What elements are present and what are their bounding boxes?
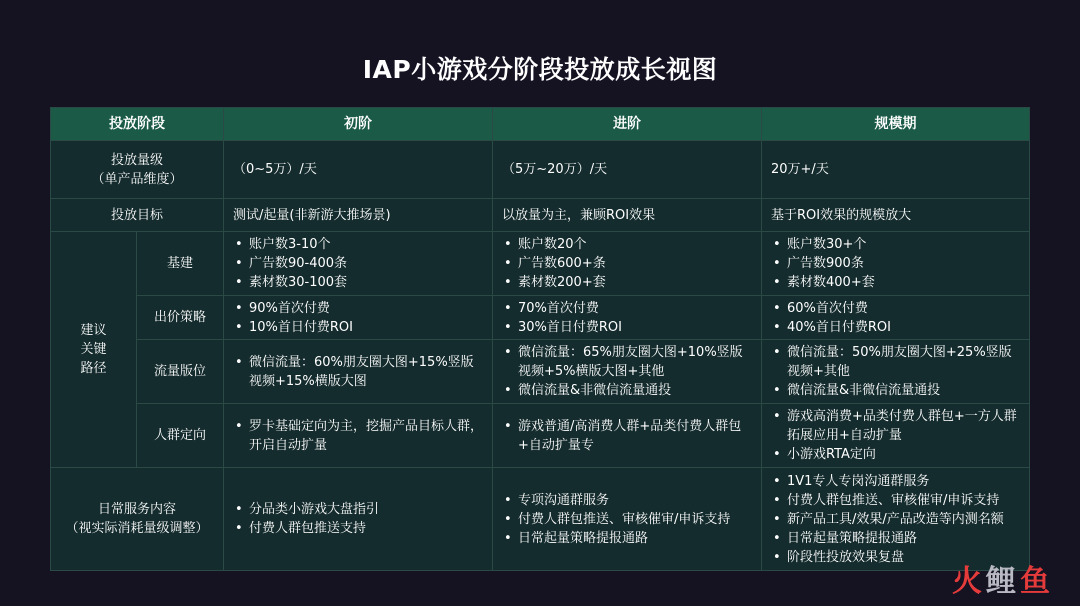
list-item: • 微信流量&非微信流量通投 bbox=[787, 381, 1020, 400]
cell-service-advanced bbox=[493, 468, 762, 571]
list-item: • 付费人群包推送、审核催审/申诉支持 bbox=[518, 510, 752, 529]
cell-placement-beginner bbox=[224, 340, 493, 404]
cell-goal-beginner: 测试/起量(非新游大推场景) bbox=[224, 199, 493, 232]
bullet-list bbox=[502, 235, 752, 292]
watermark-logo bbox=[952, 556, 1054, 600]
list-item: • 账户数3-10个 bbox=[249, 235, 483, 254]
header-advanced: 进阶 bbox=[493, 108, 762, 141]
list-item: • 90%首次付费 bbox=[249, 299, 483, 318]
list-item: • 广告数900条 bbox=[787, 254, 1020, 273]
cell-infra-scale bbox=[762, 232, 1030, 296]
list-item: • 分品类小游戏大盘指引 bbox=[249, 500, 483, 519]
watermark-char: 鱼 bbox=[1020, 564, 1054, 599]
list-item: • 微信流量：65%朋友圈大图+10%竖版视频+5%横版大图+其他 bbox=[518, 343, 752, 381]
list-item: • 微信流量&非微信流量通投 bbox=[518, 381, 752, 400]
list-item: • 素材数400+套 bbox=[787, 273, 1020, 292]
group-label-line: 路径 bbox=[80, 361, 107, 376]
list-item: • 30%首日付费ROI bbox=[518, 318, 752, 337]
row-label-level bbox=[51, 141, 224, 199]
list-item: • 微信流量：60%朋友圈大图+15%竖版视频+15%横版大图 bbox=[249, 353, 483, 391]
watermark-char: 火 bbox=[952, 564, 986, 599]
group-label-line: 建议 bbox=[80, 323, 107, 338]
row-label-goal: 投放目标 bbox=[51, 199, 224, 232]
list-item: • 账户数30+个 bbox=[787, 235, 1020, 254]
bullet-list bbox=[502, 343, 752, 400]
bullet-list bbox=[771, 343, 1020, 400]
row-targeting bbox=[51, 404, 1030, 468]
cell-infra-beginner bbox=[224, 232, 493, 296]
row-infra bbox=[51, 232, 1030, 296]
row-label-line: 日常服务内容 bbox=[97, 502, 176, 517]
row-label-targeting: 人群定向 bbox=[137, 404, 224, 468]
cell-goal-scale: 基于ROI效果的规模放大 bbox=[762, 199, 1030, 232]
cell-bid-scale bbox=[762, 296, 1030, 340]
row-label-placement: 流量版位 bbox=[137, 340, 224, 404]
cell-service-beginner bbox=[224, 468, 493, 571]
list-item: • 微信流量：50%朋友圈大图+25%竖版视频+其他 bbox=[787, 343, 1020, 381]
cell-targeting-beginner bbox=[224, 404, 493, 468]
list-item: • 素材数30-100套 bbox=[249, 273, 483, 292]
list-item: • 40%首日付费ROI bbox=[787, 318, 1020, 337]
header-scale: 规模期 bbox=[762, 108, 1030, 141]
bullet-list bbox=[502, 491, 752, 548]
row-goal bbox=[51, 199, 1030, 232]
list-item: • 素材数200+套 bbox=[518, 273, 752, 292]
list-item: • 日常起量策略提报通路 bbox=[518, 529, 752, 548]
list-item: • 70%首次付费 bbox=[518, 299, 752, 318]
group-label-key-path bbox=[51, 232, 137, 468]
header-beginner: 初阶 bbox=[224, 108, 493, 141]
list-item: • 付费人群包推送支持 bbox=[249, 519, 483, 538]
list-item: • 账户数20个 bbox=[518, 235, 752, 254]
row-label-line: （视实际消耗量级调整） bbox=[65, 521, 209, 536]
list-item: • 广告数90-400条 bbox=[249, 254, 483, 273]
bullet-list bbox=[233, 500, 483, 538]
bullet-list bbox=[502, 299, 752, 337]
bullet-list bbox=[771, 235, 1020, 292]
bullet-list bbox=[771, 472, 1020, 567]
list-item: • 专项沟通群服务 bbox=[518, 491, 752, 510]
bullet-list bbox=[771, 299, 1020, 337]
table-header-row bbox=[51, 108, 1030, 141]
row-placement bbox=[51, 340, 1030, 404]
bullet-list bbox=[233, 417, 483, 455]
group-label-line: 关键 bbox=[80, 342, 107, 357]
cell-level-beginner: （0~5万）/天 bbox=[224, 141, 493, 199]
row-label-infra: 基建 bbox=[137, 232, 224, 296]
row-label-line: （单产品维度） bbox=[91, 171, 183, 187]
list-item: • 阶段性投放效果复盘 bbox=[787, 548, 1020, 567]
row-label-bid: 出价策略 bbox=[137, 296, 224, 340]
page-title: IAP小游戏分阶段投放成长视图 bbox=[362, 55, 718, 84]
row-label-service bbox=[51, 468, 224, 571]
list-item: • 游戏高消费+品类付费人群包+一方人群拓展应用+自动扩量 bbox=[787, 407, 1020, 445]
list-item: • 新产品工具/效果/产品改造等内测名额 bbox=[787, 510, 1020, 529]
list-item: • 广告数600+条 bbox=[518, 254, 752, 273]
row-label-line: 投放量级 bbox=[110, 152, 163, 168]
cell-targeting-scale bbox=[762, 404, 1030, 468]
list-item: • 小游戏RTA定向 bbox=[787, 445, 1020, 464]
bullet-list bbox=[233, 353, 483, 391]
list-item: • 1V1专人专岗沟通群服务 bbox=[787, 472, 1020, 491]
cell-level-advanced: （5万~20万）/天 bbox=[493, 141, 762, 199]
row-bid bbox=[51, 296, 1030, 340]
list-item: • 游戏普通/高消费人群+品类付费人群包+自动扩量专 bbox=[518, 417, 752, 455]
list-item: • 付费人群包推送、审核催审/申诉支持 bbox=[787, 491, 1020, 510]
cell-level-scale: 20万+/天 bbox=[762, 141, 1030, 199]
bullet-list bbox=[771, 407, 1020, 464]
bullet-list bbox=[233, 235, 483, 292]
bullet-list bbox=[502, 417, 752, 455]
list-item: • 罗卡基础定向为主，挖掘产品目标人群，开启自动扩量 bbox=[249, 417, 483, 455]
cell-bid-advanced bbox=[493, 296, 762, 340]
list-item: • 日常起量策略提报通路 bbox=[787, 529, 1020, 548]
cell-infra-advanced bbox=[493, 232, 762, 296]
cell-placement-advanced bbox=[493, 340, 762, 404]
cell-placement-scale bbox=[762, 340, 1030, 404]
cell-targeting-advanced bbox=[493, 404, 762, 468]
cell-goal-advanced: 以放量为主，兼顾ROI效果 bbox=[493, 199, 762, 232]
header-stage: 投放阶段 bbox=[51, 108, 224, 141]
row-level bbox=[51, 141, 1030, 199]
list-item: • 60%首次付费 bbox=[787, 299, 1020, 318]
cell-bid-beginner bbox=[224, 296, 493, 340]
bullet-list bbox=[233, 299, 483, 337]
row-service bbox=[51, 468, 1030, 571]
watermark-char: 鲤 bbox=[986, 564, 1020, 599]
list-item: • 10%首日付费ROI bbox=[249, 318, 483, 337]
growth-stage-table bbox=[50, 107, 1030, 571]
